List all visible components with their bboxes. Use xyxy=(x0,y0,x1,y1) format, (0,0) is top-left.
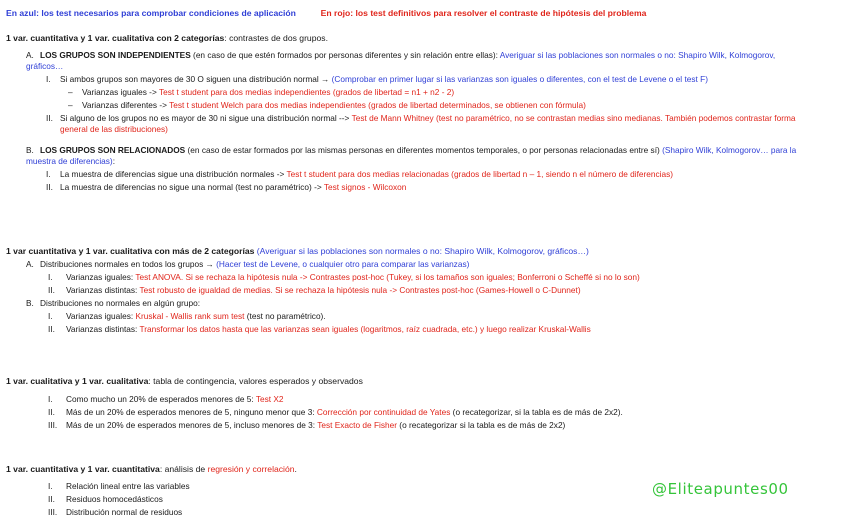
item-text: Si ambos grupos son mayores de 30 O siguen una distribución normal → xyxy=(60,74,332,85)
list-item xyxy=(48,311,812,322)
section-title xyxy=(6,464,812,475)
item-text: Si alguno de los grupos no es mayor de 30 ni sigue una distribución normal --> xyxy=(60,113,352,124)
item-number: I. xyxy=(48,272,53,283)
list-item xyxy=(48,324,812,335)
section-title-text: . xyxy=(294,464,297,474)
item-number: II. xyxy=(48,285,55,296)
final-test-text: Corrección por continuidad de Yates xyxy=(316,407,451,418)
item-number: III. xyxy=(48,507,58,518)
item-text: Varianzas distintas: xyxy=(66,285,140,296)
subsection-text: Distribuciones normales en todos los grupos → xyxy=(40,259,217,270)
list-item xyxy=(48,285,812,296)
item-text: (o recategorizar si la tabla es de más de 2x2) xyxy=(397,420,566,431)
final-test-text: Test t student para dos medias relacionadas (grados de libertad n – 1, siendo n el número de diferencias) xyxy=(286,168,674,179)
list-subitem xyxy=(68,100,812,111)
item-number: I. xyxy=(46,74,51,85)
item-number: I. xyxy=(48,394,53,405)
subsection-text: : xyxy=(112,155,116,166)
subsection-text: (en caso de que estén formados por personas diferentes y sin relación entre ellas): xyxy=(190,50,500,61)
item-text: Relación lineal entre las variables xyxy=(66,481,190,492)
subsection-label: A. xyxy=(26,50,34,61)
condition-test-text: (Shapiro Wilk, Kolmogorov… para la muestra de diferencias) xyxy=(26,144,797,166)
section-two-groups xyxy=(6,33,812,193)
list-item xyxy=(46,169,812,180)
item-text: Más de un 20% de esperados menores de 5, incluso menores de 3: xyxy=(66,420,318,431)
item-text: (o recategorizar, si la tabla es de más de 2x2). xyxy=(450,407,623,418)
subsection-label: B. xyxy=(26,144,34,155)
section-title-bold: 1 var. cualitativa y 1 var. cualitativa xyxy=(6,376,149,386)
section-title-bold: 1 var. cuantitativa y 1 var. cuantitativa xyxy=(6,464,160,474)
final-test-text: Test t student Welch para dos medias independientes (grados de libertad determinados, se obtienen con fórmula) xyxy=(169,100,586,111)
list-item xyxy=(46,74,812,85)
item-dash: – xyxy=(68,87,73,98)
condition-test-text: (Comprobar en primer lugar si las varianzas son iguales o diferentes, con el test de Levene o el test F) xyxy=(331,74,708,85)
item-text: La muestra de diferencias sigue una distribución normales -> xyxy=(60,168,287,179)
final-test-text: Test de Mann Whitney (test no paramétrico, no se contrastan medias sino medianas. También podemos contrastar forma general de las distribuciones) xyxy=(60,113,796,134)
final-test-text: Test Exacto de Fisher xyxy=(317,420,397,431)
item-text: Más de un 20% de esperados menores de 5, ninguno menor que 3: xyxy=(66,407,317,418)
item-text: Varianzas iguales -> xyxy=(82,87,159,98)
item-number: II. xyxy=(46,113,53,124)
item-text: Como mucho un 20% de esperados menores de 5: xyxy=(66,394,256,405)
final-test-text: Test X2 xyxy=(255,394,284,405)
list-item xyxy=(46,182,812,193)
legend-red: En rojo: los test definitivos para resolver el contraste de hipótesis del problema xyxy=(320,8,647,18)
subsection-related xyxy=(26,145,812,167)
final-test-text: Test signos - Wilcoxon xyxy=(323,181,407,192)
item-text: (test no paramétrico). xyxy=(244,311,326,322)
item-number: I. xyxy=(46,168,51,179)
subsection-non-normal xyxy=(26,298,812,309)
subsection-label: B. xyxy=(26,298,34,309)
item-text: La muestra de diferencias no sigue una normal (test no paramétrico) -> xyxy=(60,181,324,192)
section-title-text: : tabla de contingencia, valores esperados y observados xyxy=(148,376,363,386)
item-text: Varianzas distintas: xyxy=(66,324,140,335)
section-title xyxy=(6,376,812,387)
subsection-label: A. xyxy=(26,259,34,270)
subsection-heading: LOS GRUPOS SON INDEPENDIENTES xyxy=(40,50,191,61)
final-test-text: Test t student para dos medias independientes (grados de libertad = n1 + n2 - 2) xyxy=(158,87,455,98)
section-title-text: : análisis de xyxy=(159,464,208,474)
section-title xyxy=(6,246,812,257)
legend-blue: En azul: los test necesarios para comprobar condiciones de aplicación xyxy=(6,8,296,18)
item-dash: – xyxy=(68,100,73,111)
watermark-handle: @Eliteapuntes00 xyxy=(652,480,789,498)
list-item xyxy=(48,420,812,431)
section-title xyxy=(6,33,812,44)
item-number: II. xyxy=(46,181,53,192)
subsection-independent xyxy=(26,50,812,72)
subsection-heading: LOS GRUPOS SON RELACIONADOS xyxy=(40,144,186,155)
condition-test-text: Averiguar si las poblaciones son normales o no: Shapiro Wilk, Kolmogorov, gráficos… xyxy=(26,50,776,72)
section-title-bold: 1 var. cuantitativa y 1 var. cualitativa con 2 categorías xyxy=(6,33,225,43)
final-test-text: Test ANOVA. Si se rechaza la hipótesis nula -> Contrastes post-hoc (Tukey, si los tamaños son iguales; Bonferroni o Scheffé si no lo son) xyxy=(135,272,640,283)
final-test-text: Transformar los datos hasta que las varianzas sean iguales (logaritmos, raíz cuadrada, etc.) y luego realizar Kruskal-Wallis xyxy=(139,324,591,335)
condition-test-text: (Hacer test de Levene, o cualquier otro para comparar las varianzas) xyxy=(216,259,470,270)
list-item xyxy=(48,407,812,418)
list-item xyxy=(48,507,812,518)
item-number: II. xyxy=(48,494,55,505)
item-text: Residuos homocedásticos xyxy=(66,494,163,505)
condition-test-text: (Averiguar si las poblaciones son normales o no: Shapiro Wilk, Kolmogorov, gráficos…) xyxy=(254,246,589,256)
subsection-text: (en caso de estar formados por las mismas personas en diferentes momentos temporales, o por personas relacionadas entre sí) xyxy=(185,144,663,155)
subsection-text: Distribuciones no normales en algún grupo: xyxy=(40,298,201,309)
item-number: I. xyxy=(48,311,53,322)
item-text: Distribución normal de residuos xyxy=(66,507,183,518)
item-number: I. xyxy=(48,481,53,492)
item-number: II. xyxy=(48,407,55,418)
legend-header xyxy=(6,8,646,19)
item-text: Varianzas iguales: xyxy=(66,272,136,283)
subsection-normal xyxy=(26,259,812,270)
section-multi-groups xyxy=(6,246,812,335)
list-item xyxy=(46,113,812,135)
final-test-text: Test robusto de igualdad de medias. Si se rechaza la hipótesis nula -> Contrastes post-hoc (Games-Howell o C-Dunnet) xyxy=(139,285,581,296)
item-text: Varianzas iguales: xyxy=(66,311,136,322)
list-item xyxy=(48,394,812,405)
item-text: Varianzas diferentes -> xyxy=(82,100,170,111)
list-item xyxy=(48,272,812,283)
final-test-text: Kruskal - Wallis rank sum test xyxy=(135,311,245,322)
item-number: III. xyxy=(48,420,58,431)
list-subitem xyxy=(68,87,812,98)
section-title-text: : contrastes de dos grupos. xyxy=(224,33,328,43)
section-title-bold: 1 var cuantitativa y 1 var. cualitativa con más de 2 categorías xyxy=(6,246,255,256)
item-number: II. xyxy=(48,324,55,335)
section-two-qualitative xyxy=(6,376,812,431)
final-test-text: regresión y correlación xyxy=(207,464,295,474)
